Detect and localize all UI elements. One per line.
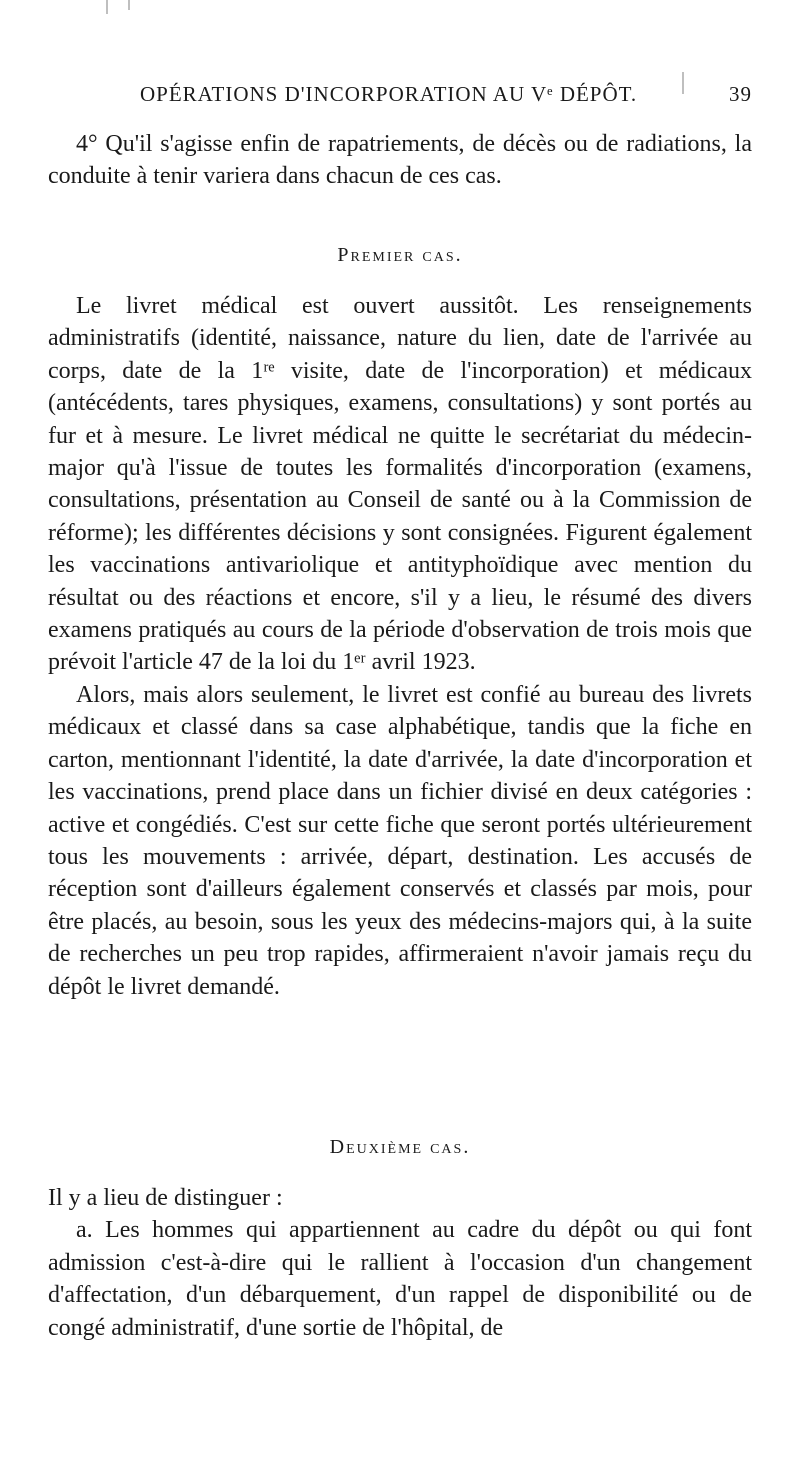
section-premier-cas xyxy=(48,290,752,1003)
running-title: OPÉRATIONS D'INCORPORATION AU Vᵉ DÉPÔT. xyxy=(140,82,638,106)
print-speck xyxy=(106,0,108,14)
paragraph-deuxieme-2: a. Les hommes qui appartiennent au cadre du dépôt ou qui font admission c'est-à-dire qui le rallient à l'occasion d'un changement d'affectation, d'un débarquement, d'un rappel de disponibilité ou de congé administratif, d'une sortie de l'hôpital, de xyxy=(48,1217,752,1341)
section-heading-deuxieme-cas: Deuxième cas. xyxy=(329,1136,471,1158)
paragraph-intro: 4° Qu'il s'agisse enfin de rapatriements, de décès ou de radiations, la conduite à tenir variera dans chacun de ces cas. xyxy=(48,131,752,190)
running-head xyxy=(48,82,752,112)
page-number: 39 xyxy=(729,82,752,106)
paragraph-deuxieme-1: Il y a lieu de distinguer : xyxy=(48,1185,283,1211)
paragraph-premier-2: Alors, mais alors seulement, le livret est confié au bureau des livrets médicaux et classé dans sa case alphabétique, tandis que la fiche en carton, mentionnant l'identité, la date d'arrivée, la date d'incorporation et les vaccinations, prend place dans un fichier divisé en deux catégories : active et congédiés. C'est sur cette fiche que seront portés ultérieurement tous les mouvements : arrivée, départ, destination. Les accusés de réception sont d'ailleurs également conservés et classés par mois, pour être placés, au besoin, sous les yeux des médecins-majors qui, à la suite de recherches un peu trop rapides, affirmeraient n'avoir jamais reçu du dépôt le livret demandé. xyxy=(48,681,752,1000)
paragraph-intro-block xyxy=(48,128,752,193)
section-deuxieme-cas xyxy=(48,1182,752,1344)
section-heading-premier-cas: Premier cas. xyxy=(337,244,463,266)
paragraph-premier-1: Le livret médical est ouvert aussitôt. Les renseignements administratifs (identité, naissance, nature du lien, date de l'arrivée au corps, date de la 1ʳᵉ visite, date de l'incorporation) et médicaux (antécédents, tares physiques, examens, consultations) y sont portés au fur et à mesure. Le livret médical ne quitte le secrétariat du médecin-major qu'à l'issue de toutes les formalités d'incorporation (examens, consultations, présentation au Conseil de santé ou à la Commission de réforme); les différentes décisions y sont consignées. Figurent également les vaccinations antivariolique et antityphoïdique avec mention du résultat ou des réactions et encore, s'il y a lieu, le résumé des divers examens pratiqués au cours de la période d'observation de trois mois que prévoit l'article 47 de la loi du 1ᵉʳ avril 1923. xyxy=(48,293,752,676)
print-speck xyxy=(128,0,130,10)
